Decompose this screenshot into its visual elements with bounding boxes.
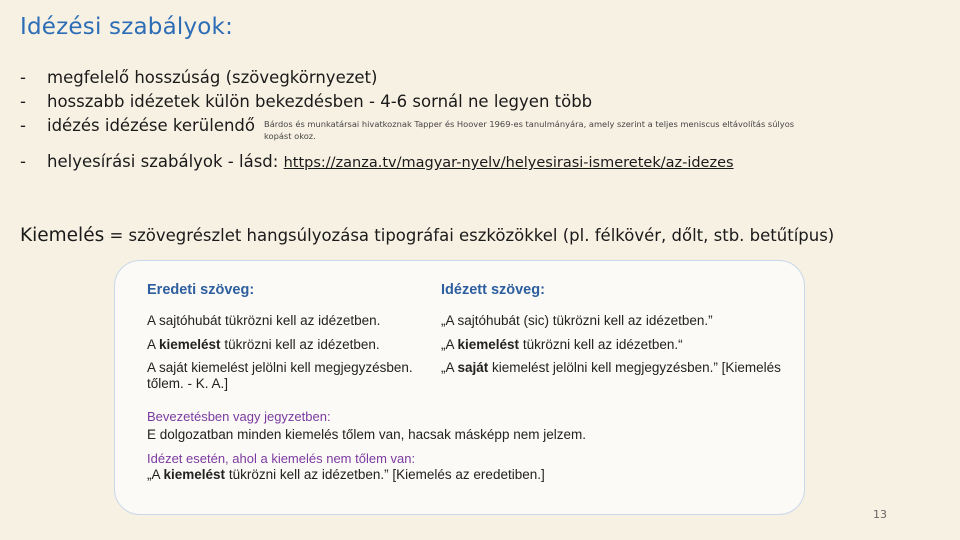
- text-segment: „A: [441, 360, 458, 375]
- note-label-quote: Idézet esetén, ahol a kiemelés nem tőlem van:: [147, 451, 416, 466]
- kiemeles-keyword: Kiemelés: [20, 225, 105, 246]
- left-column-header: Eredeti szöveg:: [147, 282, 255, 298]
- bullet-text: megfelelő hosszúság (szövegkörnyezet): [47, 68, 378, 87]
- text-segment: kiemelést jelölni kell megjegyzésben.” [Kiemelés: [488, 360, 781, 375]
- bullet-text: idézés idézése kerülendő: [47, 116, 255, 135]
- zanza-link[interactable]: https://zanza.tv/magyar-nyelv/helyesirasi-ismeretek/az-idezes: [283, 155, 734, 171]
- page-number: 13: [873, 508, 887, 521]
- kiemeles-definition-text: = szövegrészlet hangsúlyozása tipográfai eszközökkel (pl. félkövér, dőlt, stb. betűtípus): [104, 226, 835, 245]
- text-segment: A: [147, 337, 160, 352]
- bullet-text: hosszabb idézetek külön bekezdésben - 4-6 sornál ne legyen több: [47, 92, 593, 111]
- text-segment: tükrözni kell az idézetben.“: [519, 337, 683, 352]
- bullet-text: helyesírási szabályok - lásd:: [47, 152, 284, 171]
- bullet-dash: -: [20, 68, 26, 87]
- original-row-3: A saját kiemelést jelölni kell megjegyzésben. tőlem. - K. A.]: [147, 360, 413, 391]
- text-segment: tükrözni kell az idézetben.” [Kiemelés az eredetiben.]: [225, 467, 545, 482]
- bullet-dash: -: [20, 92, 26, 111]
- text-segment: tükrözni kell az idézetben.: [220, 337, 380, 352]
- example-box: [114, 260, 805, 515]
- quoted-row-2: [441, 337, 791, 353]
- quoted-row-1: „A sajtóhubát (sic) tükrözni kell az idézetben.”: [441, 313, 713, 328]
- bold-segment: kiemelést: [457, 337, 520, 352]
- bold-segment: kiemelést: [163, 467, 226, 482]
- kiemeles-definition: [20, 225, 834, 246]
- original-row-2: [147, 337, 417, 353]
- bullet-dash: -: [20, 152, 26, 171]
- original-row-1: A sajtóhubát tükrözni kell az idézetben.: [147, 313, 381, 328]
- note-text-quote: [147, 467, 545, 482]
- bold-segment: saját: [457, 360, 489, 375]
- bullet-dash: -: [20, 116, 26, 135]
- quoted-row-3: [441, 360, 791, 376]
- text-segment: „A: [147, 467, 164, 482]
- note-text-intro: E dolgozatban minden kiemelés tőlem van, hacsak másképp nem jelzem.: [147, 427, 586, 442]
- slide-title: Idézési szabályok:: [20, 14, 234, 40]
- bullet-text-with-link: [47, 150, 734, 175]
- text-segment: „A: [441, 337, 458, 352]
- bold-segment: kiemelést: [159, 337, 221, 352]
- footnote-text: Bárdos és munkatársai hivatkoznak Tapper és Hoover 1969-es tanulmányára, amely szerint a teljes meniscus eltávolítás súlyos kopást okoz.: [264, 119, 795, 141]
- right-column-header: Idézett szöveg:: [441, 282, 545, 298]
- note-label-intro: Bevezetésben vagy jegyzetben:: [147, 409, 331, 424]
